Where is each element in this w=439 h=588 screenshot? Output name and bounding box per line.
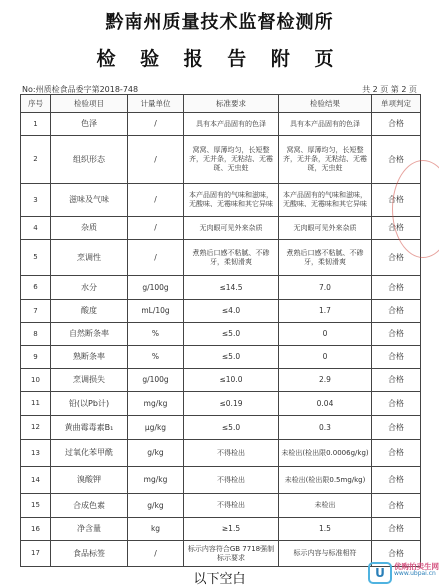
cell-no: 2 xyxy=(21,136,51,184)
cell-result: 窝窝、厚薄均匀，长短整齐，无并条，无粘结、无霉斑，无虫蛀 xyxy=(279,136,372,184)
cell-no: 8 xyxy=(21,323,51,346)
cell-unit: mg/kg xyxy=(128,467,184,494)
report-number: No:州质检食品委字第2018-748 xyxy=(22,85,139,94)
cell-item: 酸度 xyxy=(51,300,128,323)
watermark-logo-icon: U xyxy=(368,562,392,584)
col-header-item: 检验项目 xyxy=(51,95,128,113)
table-row xyxy=(21,113,421,136)
table-row xyxy=(21,369,421,392)
cell-unit: % xyxy=(128,346,184,369)
table-row xyxy=(21,518,421,541)
cell-no: 12 xyxy=(21,416,51,440)
cell-requirement: ≥1.5 xyxy=(184,518,279,541)
cell-result: 煮熟后口感不粘腻、不碜牙，柔韧滑爽 xyxy=(279,240,372,276)
cell-result: 标示内容与标准相符 xyxy=(279,541,372,567)
cell-requirement: ≤10.0 xyxy=(184,369,279,392)
cell-unit: mg/kg xyxy=(128,392,184,416)
end-of-content-note: 以下空白 xyxy=(193,572,246,587)
table-row xyxy=(21,494,421,518)
cell-requirement: 煮熟后口感不粘腻、不碜牙，柔韧滑爽 xyxy=(184,240,279,276)
cell-result: 未检出 xyxy=(279,494,372,518)
cell-no: 10 xyxy=(21,369,51,392)
cell-requirement: 不得检出 xyxy=(184,494,279,518)
cell-result: 0 xyxy=(279,323,372,346)
cell-verdict: 合格 xyxy=(372,369,421,392)
cell-no: 15 xyxy=(21,494,51,518)
cell-unit: / xyxy=(128,217,184,240)
cell-no: 6 xyxy=(21,276,51,300)
cell-item: 溴酸钾 xyxy=(51,467,128,494)
cell-requirement: 本产品固有的气味和滋味，无酸味、无霉味和其它异味 xyxy=(184,184,279,217)
institution-name: 黔南州质量技术监督检测所 xyxy=(105,12,334,33)
cell-result: 0.3 xyxy=(279,416,372,440)
cell-item: 铅(以Pb计) xyxy=(51,392,128,416)
cell-requirement: ≤5.0 xyxy=(184,346,279,369)
table-row xyxy=(21,217,421,240)
cell-item: 烹调性 xyxy=(51,240,128,276)
cell-verdict: 合格 xyxy=(372,392,421,416)
cell-item: 自然断条率 xyxy=(51,323,128,346)
cell-verdict: 合格 xyxy=(372,541,421,567)
cell-item: 净含量 xyxy=(51,518,128,541)
cell-requirement: 不得检出 xyxy=(184,467,279,494)
cell-verdict: 合格 xyxy=(372,416,421,440)
cell-requirement: 无肉眼可见外来杂质 xyxy=(184,217,279,240)
cell-verdict: 合格 xyxy=(372,300,421,323)
cell-result: 7.0 xyxy=(279,276,372,300)
cell-item: 黄曲霉毒素B₁ xyxy=(51,416,128,440)
cell-result: 本产品固有的气味和滋味，无酸味、无霉味和其它异味 xyxy=(279,184,372,217)
cell-no: 11 xyxy=(21,392,51,416)
cell-result: 未检出(检出限0.5mg/kg) xyxy=(279,467,372,494)
cell-result: 0.04 xyxy=(279,392,372,416)
cell-no: 13 xyxy=(21,440,51,467)
cell-item: 熟断条率 xyxy=(51,346,128,369)
cell-no: 5 xyxy=(21,240,51,276)
cell-item: 食品标签 xyxy=(51,541,128,567)
cell-verdict: 合格 xyxy=(372,494,421,518)
cell-verdict: 合格 xyxy=(372,467,421,494)
page-counter: 共 2 页 第 2 页 xyxy=(362,85,417,94)
cell-item: 合成色素 xyxy=(51,494,128,518)
cell-no: 1 xyxy=(21,113,51,136)
cell-no: 16 xyxy=(21,518,51,541)
cell-verdict: 合格 xyxy=(372,240,421,276)
cell-unit: / xyxy=(128,136,184,184)
table-row xyxy=(21,300,421,323)
page-title: 检 验 报 告 附 页 xyxy=(96,48,343,70)
table-row xyxy=(21,184,421,217)
cell-unit: / xyxy=(128,184,184,217)
watermark-site-name: 优购拍卖生网 xyxy=(394,562,439,571)
cell-result: 2.9 xyxy=(279,369,372,392)
cell-verdict: 合格 xyxy=(372,113,421,136)
table-row xyxy=(21,240,421,276)
inspection-results-table xyxy=(20,94,421,567)
watermark xyxy=(394,563,439,578)
cell-item: 滋味及气味 xyxy=(51,184,128,217)
cell-unit: g/100g xyxy=(128,276,184,300)
table-row xyxy=(21,136,421,184)
cell-verdict: 合格 xyxy=(372,518,421,541)
col-header-unit: 计量单位 xyxy=(128,95,184,113)
table-row xyxy=(21,541,421,567)
cell-unit: mL/10g xyxy=(128,300,184,323)
cell-requirement: 不得检出 xyxy=(184,440,279,467)
col-header-verdict: 单项判定 xyxy=(372,95,421,113)
table-row xyxy=(21,392,421,416)
cell-result: 具有本产品固有的色泽 xyxy=(279,113,372,136)
cell-result: 1.7 xyxy=(279,300,372,323)
col-header-result: 检验结果 xyxy=(279,95,372,113)
cell-requirement: ≤0.19 xyxy=(184,392,279,416)
cell-unit: / xyxy=(128,240,184,276)
cell-result: 1.5 xyxy=(279,518,372,541)
cell-verdict: 合格 xyxy=(372,323,421,346)
cell-verdict: 合格 xyxy=(372,184,421,217)
cell-result: 0 xyxy=(279,346,372,369)
cell-verdict: 合格 xyxy=(372,346,421,369)
table-header-row xyxy=(21,95,421,113)
cell-item: 水分 xyxy=(51,276,128,300)
cell-no: 7 xyxy=(21,300,51,323)
cell-result: 未检出(检出限0.0006g/kg) xyxy=(279,440,372,467)
cell-item: 组织形态 xyxy=(51,136,128,184)
cell-result: 无肉眼可见外来杂质 xyxy=(279,217,372,240)
cell-verdict: 合格 xyxy=(372,217,421,240)
cell-unit: kg xyxy=(128,518,184,541)
cell-requirement: 具有本产品固有的色泽 xyxy=(184,113,279,136)
cell-requirement: ≤5.0 xyxy=(184,416,279,440)
cell-unit: g/100g xyxy=(128,369,184,392)
col-header-requirement: 标准要求 xyxy=(184,95,279,113)
cell-no: 3 xyxy=(21,184,51,217)
table-row xyxy=(21,323,421,346)
cell-requirement: ≤5.0 xyxy=(184,323,279,346)
cell-requirement: 窝窝、厚薄均匀，长短整齐，无并条，无粘结、无霉斑、无虫蛀 xyxy=(184,136,279,184)
cell-no: 14 xyxy=(21,467,51,494)
cell-no: 9 xyxy=(21,346,51,369)
cell-unit: g/kg xyxy=(128,440,184,467)
cell-unit: μg/kg xyxy=(128,416,184,440)
cell-requirement: ≤14.5 xyxy=(184,276,279,300)
cell-requirement: ≤4.0 xyxy=(184,300,279,323)
cell-verdict: 合格 xyxy=(372,440,421,467)
cell-item: 色泽 xyxy=(51,113,128,136)
cell-requirement: 标示内容符合GB 7718强制标示要求 xyxy=(184,541,279,567)
table-row xyxy=(21,416,421,440)
cell-item: 烹调损失 xyxy=(51,369,128,392)
cell-unit: / xyxy=(128,113,184,136)
cell-item: 杂质 xyxy=(51,217,128,240)
cell-unit: g/kg xyxy=(128,494,184,518)
cell-verdict: 合格 xyxy=(372,136,421,184)
cell-item: 过氧化苯甲酰 xyxy=(51,440,128,467)
cell-no: 17 xyxy=(21,541,51,567)
cell-no: 4 xyxy=(21,217,51,240)
table-row xyxy=(21,276,421,300)
col-header-no: 序号 xyxy=(21,95,51,113)
watermark-url: www.ubpai.cn xyxy=(394,570,436,578)
cell-verdict: 合格 xyxy=(372,276,421,300)
table-row xyxy=(21,440,421,467)
table-row xyxy=(21,467,421,494)
cell-unit: % xyxy=(128,323,184,346)
cell-unit: / xyxy=(128,541,184,567)
table-row xyxy=(21,346,421,369)
